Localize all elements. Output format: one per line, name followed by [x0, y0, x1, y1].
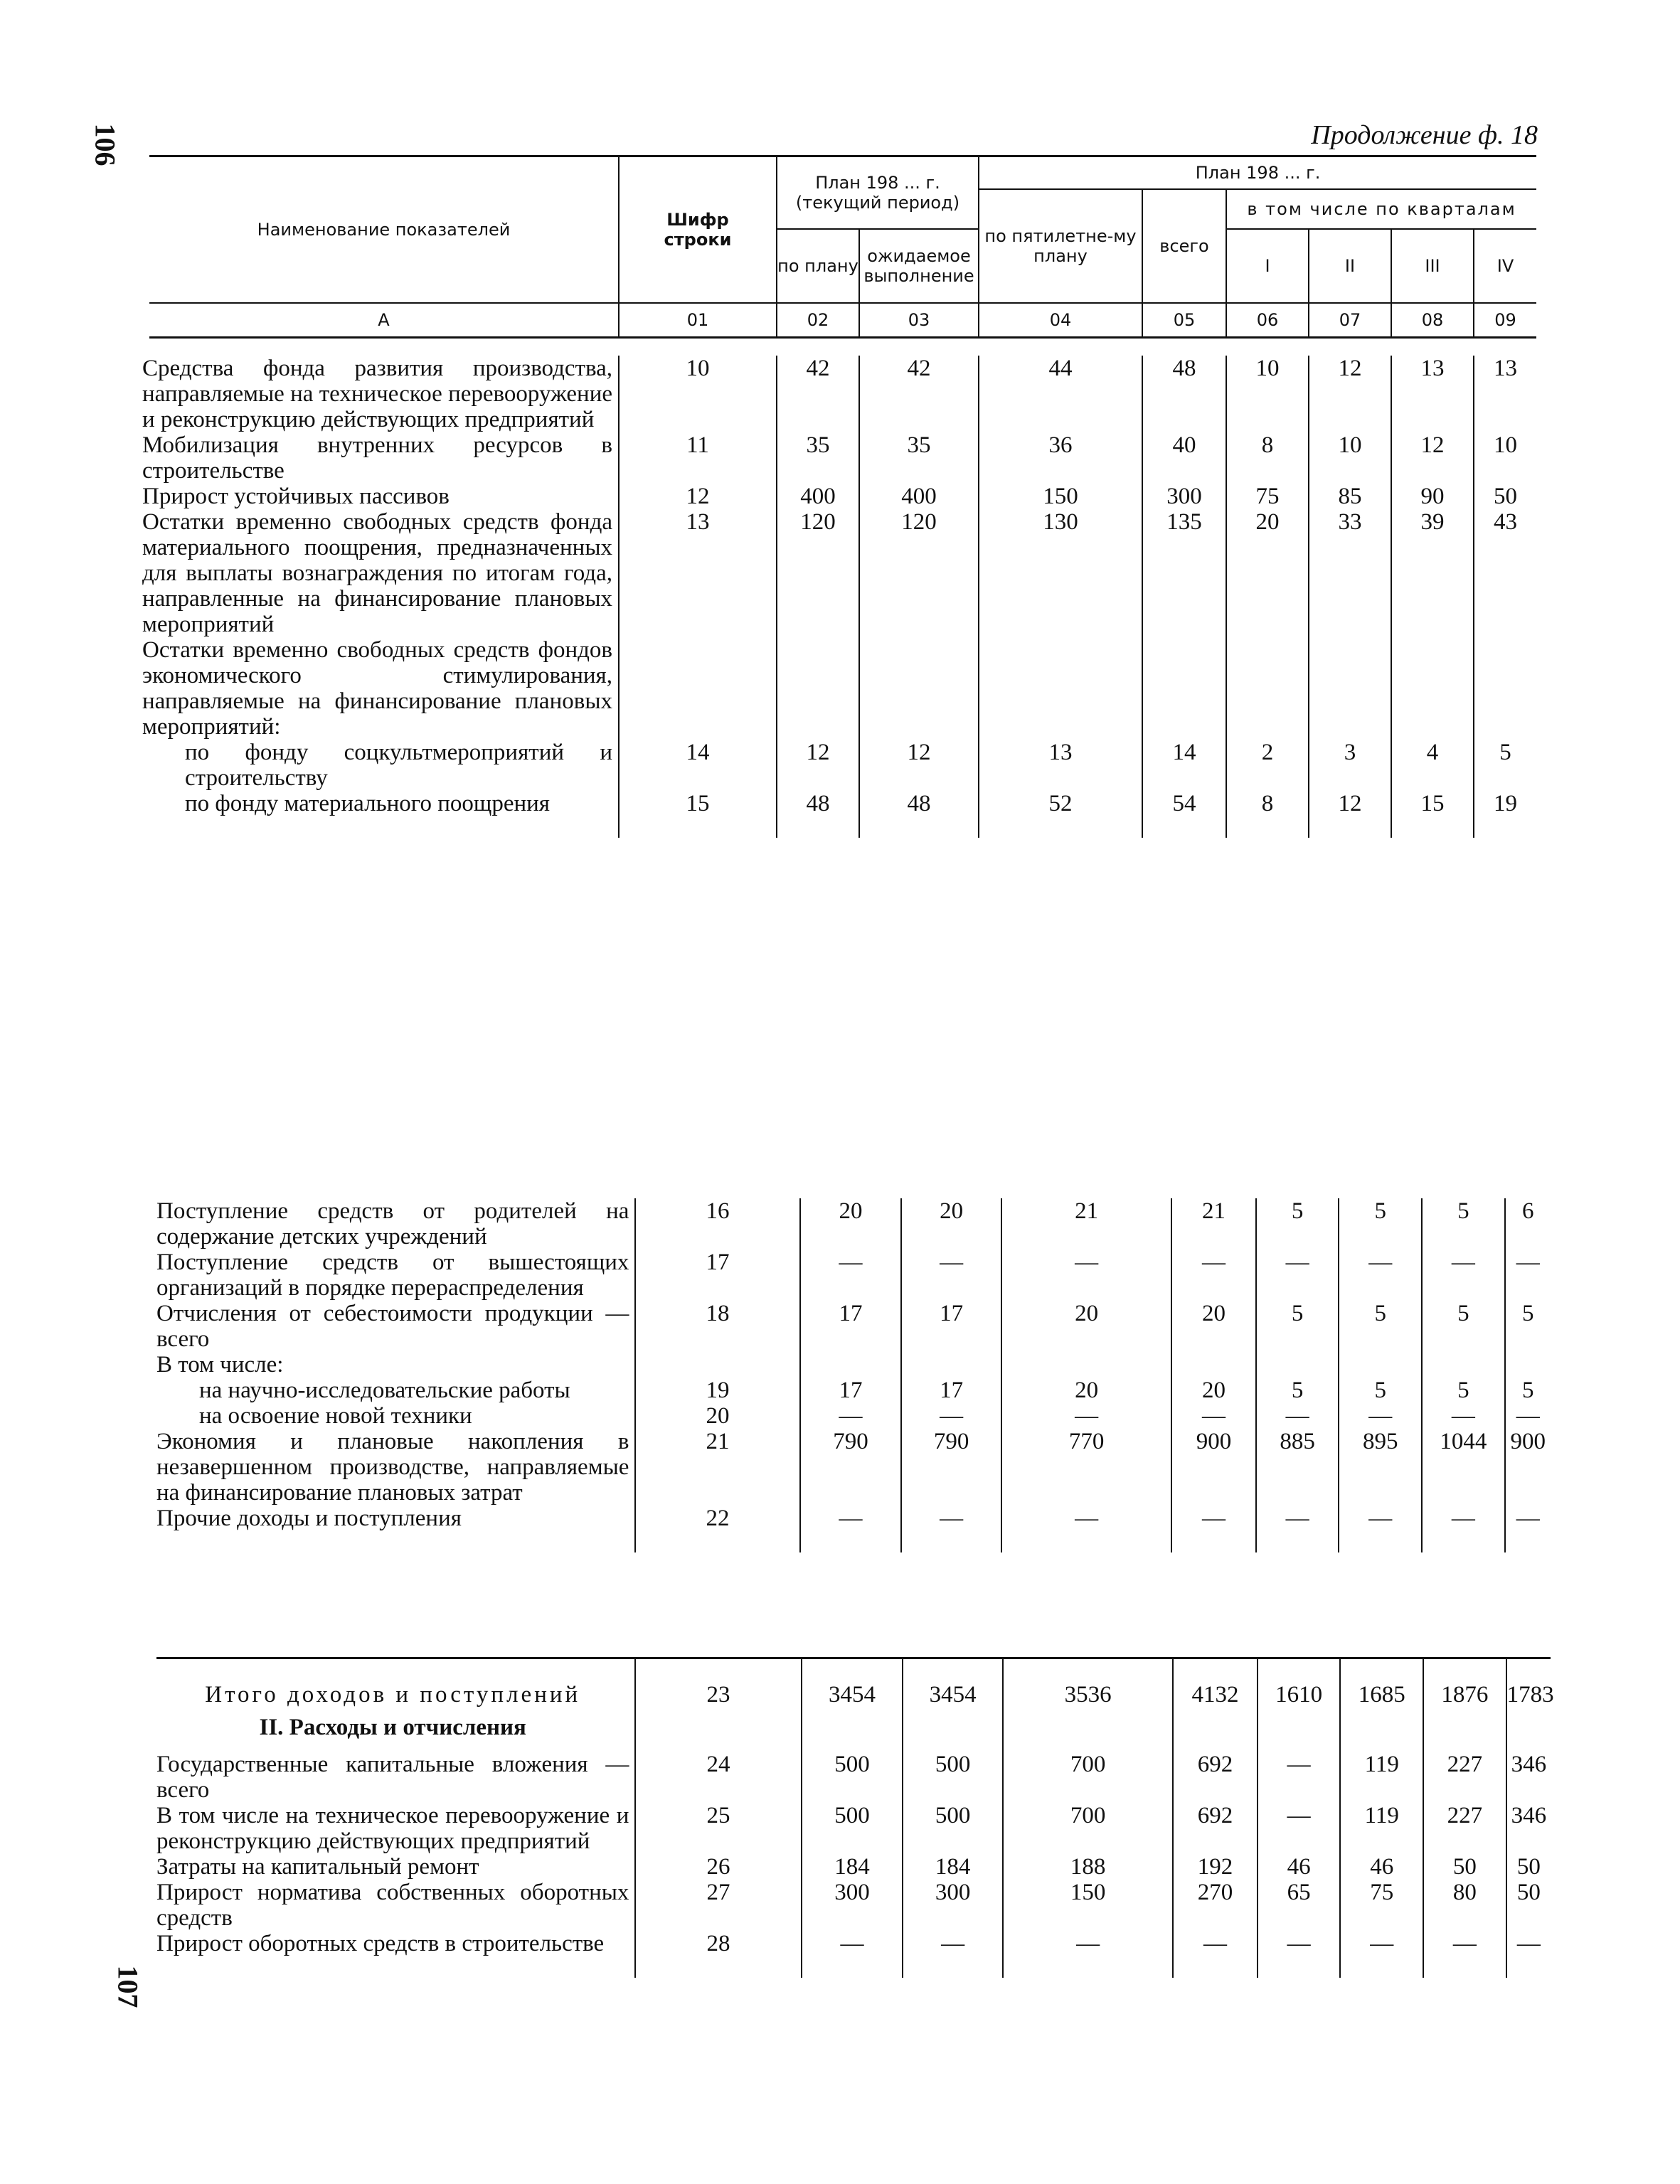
code-08: 08: [1391, 303, 1474, 338]
value-cell: 15: [1391, 791, 1474, 816]
header-name-col: Наименование показателей: [149, 156, 619, 303]
table-row: [156, 1250, 1551, 1301]
value-cell: 12: [777, 740, 859, 791]
value-cell: —: [800, 1403, 902, 1429]
value-cell: —: [1001, 1250, 1171, 1301]
value-cell: 300: [1142, 484, 1226, 509]
row-code: [635, 1352, 799, 1378]
value-cell: —: [1256, 1403, 1339, 1429]
row-code: 12: [619, 484, 777, 509]
value-cell: [1226, 637, 1309, 740]
value-cell: 44: [979, 356, 1142, 432]
row-code: 17: [635, 1250, 799, 1301]
value-cell: 12: [1309, 791, 1391, 816]
row-code: 11: [619, 432, 777, 484]
value-cell: —: [800, 1506, 902, 1531]
table-expenses: [156, 1657, 1554, 1978]
value-cell: —: [1505, 1506, 1551, 1531]
value-cell: 900: [1505, 1429, 1551, 1506]
header-q3: III: [1391, 229, 1474, 303]
row-label: Средства фонда развития производства, направляемые на техническое перевооружение и реконструкцию действующих предприятий: [142, 356, 612, 432]
header-expected: ожидаемое выполнение: [859, 229, 979, 303]
header-table: [149, 155, 1536, 339]
value-cell: 700: [1003, 1752, 1173, 1803]
value-cell: 120: [859, 509, 979, 637]
row-label: Остатки временно свободных средств фондов экономического стимулирования, направляемые на финансирование плановых мероприятий:: [142, 637, 612, 740]
value-cell: 6: [1505, 1198, 1551, 1250]
value-cell: 10: [1226, 356, 1309, 432]
continuation-label: Продолжение ф. 18: [1311, 120, 1538, 150]
value-cell: [1422, 1352, 1505, 1378]
value-cell: 20: [1226, 509, 1309, 637]
value-cell: [901, 1352, 1001, 1378]
value-cell: —: [901, 1250, 1001, 1301]
value-cell: 300: [903, 1880, 1003, 1931]
table-row: [142, 637, 1536, 740]
code-02: 02: [777, 303, 859, 338]
row-code: 18: [635, 1301, 799, 1352]
value-cell: —: [1339, 1403, 1422, 1429]
row-code: 24: [635, 1752, 801, 1803]
row-code: 20: [635, 1403, 799, 1429]
value-cell: 885: [1256, 1429, 1339, 1506]
row-code: 13: [619, 509, 777, 637]
value-cell: 40: [1142, 432, 1226, 484]
value-cell: 80: [1423, 1880, 1506, 1931]
value-cell: 46: [1340, 1854, 1423, 1880]
value-cell: [1474, 637, 1536, 740]
row-label: Прирост норматива собственных оборотных средств: [156, 1880, 629, 1931]
table-row: [156, 1854, 1551, 1880]
section-2-title: II. Расходы и отчисления: [259, 1715, 526, 1740]
total-cell: 1610: [1258, 1658, 1341, 1708]
value-cell: —: [1423, 1931, 1506, 1956]
value-cell: [979, 637, 1142, 740]
code-04: 04: [979, 303, 1142, 338]
row-label: Прочие доходы и поступления: [156, 1506, 462, 1531]
value-cell: 17: [800, 1378, 902, 1403]
row-label: по фонду материального поощрения: [185, 791, 550, 816]
code-05: 05: [1142, 303, 1226, 338]
value-cell: —: [800, 1250, 902, 1301]
value-cell: —: [1256, 1250, 1339, 1301]
value-cell: 790: [901, 1429, 1001, 1506]
value-cell: 700: [1003, 1803, 1173, 1854]
value-cell: 692: [1173, 1803, 1258, 1854]
value-cell: —: [1506, 1931, 1551, 1956]
value-cell: 346: [1506, 1803, 1551, 1854]
value-cell: 500: [802, 1752, 903, 1803]
value-cell: 500: [903, 1803, 1003, 1854]
value-cell: —: [1003, 1931, 1173, 1956]
total-cell: 4132: [1173, 1658, 1258, 1708]
value-cell: 20: [1001, 1301, 1171, 1352]
value-cell: 5: [1422, 1198, 1505, 1250]
row-label: Экономия и плановые накопления в незавершенном производстве, направляемые на финансирование плановых затрат: [156, 1429, 629, 1506]
value-cell: —: [1001, 1506, 1171, 1531]
total-code: 23: [635, 1658, 801, 1708]
value-cell: 12: [859, 740, 979, 791]
row-label: Мобилизация внутренних ресурсов в строительстве: [142, 432, 612, 484]
header-q4: IV: [1474, 229, 1536, 303]
value-cell: 2: [1226, 740, 1309, 791]
row-code: 10: [619, 356, 777, 432]
table-row: [156, 1506, 1551, 1531]
value-cell: 790: [800, 1429, 902, 1506]
value-cell: 5: [1422, 1378, 1505, 1403]
row-label: В том числе на техническое перевооружение и реконструкцию действующих предприятий: [156, 1803, 629, 1854]
table-row: [142, 509, 1536, 637]
value-cell: [1171, 1352, 1256, 1378]
value-cell: 150: [979, 484, 1142, 509]
code-a: А: [149, 303, 619, 338]
row-code: 14: [619, 740, 777, 791]
value-cell: 5: [1339, 1198, 1422, 1250]
value-cell: 39: [1391, 509, 1474, 637]
table-row: [156, 1752, 1551, 1803]
value-cell: 50: [1506, 1880, 1551, 1931]
value-cell: 20: [1001, 1378, 1171, 1403]
header-plan-next: План 198 ... г.: [979, 156, 1536, 189]
table-row: [142, 791, 1536, 816]
header-by-plan: по плану: [777, 229, 859, 303]
value-cell: 48: [777, 791, 859, 816]
value-cell: 46: [1258, 1854, 1341, 1880]
table-row: [156, 1880, 1551, 1931]
table-row: [142, 740, 1536, 791]
value-cell: 3: [1309, 740, 1391, 791]
value-cell: [1256, 1352, 1339, 1378]
value-cell: 188: [1003, 1854, 1173, 1880]
code-03: 03: [859, 303, 979, 338]
value-cell: [859, 637, 979, 740]
value-cell: [777, 637, 859, 740]
value-cell: —: [1505, 1250, 1551, 1301]
value-cell: —: [1258, 1803, 1341, 1854]
value-cell: 12: [1309, 356, 1391, 432]
value-cell: 500: [903, 1752, 1003, 1803]
value-cell: —: [1340, 1931, 1423, 1956]
table-row: [142, 484, 1536, 509]
value-cell: [1339, 1352, 1422, 1378]
header-total: всего: [1142, 189, 1226, 303]
row-code: 25: [635, 1803, 801, 1854]
value-cell: 1044: [1422, 1429, 1505, 1506]
row-label: Прирост устойчивых пассивов: [142, 484, 450, 509]
row-code: 27: [635, 1880, 801, 1931]
value-cell: —: [1339, 1506, 1422, 1531]
code-07: 07: [1309, 303, 1391, 338]
value-cell: 75: [1340, 1880, 1423, 1931]
value-cell: 14: [1142, 740, 1226, 791]
code-06: 06: [1226, 303, 1309, 338]
value-cell: 270: [1173, 1880, 1258, 1931]
header-q2: II: [1309, 229, 1391, 303]
value-cell: 75: [1226, 484, 1309, 509]
value-cell: 20: [800, 1198, 902, 1250]
value-cell: 227: [1423, 1752, 1506, 1803]
row-label: по фонду соцкультмероприятий и строительству: [185, 740, 612, 791]
total-cell: 1876: [1423, 1658, 1506, 1708]
value-cell: 48: [859, 791, 979, 816]
value-cell: 42: [859, 356, 979, 432]
table-row: [156, 1378, 1551, 1403]
value-cell: 42: [777, 356, 859, 432]
value-cell: 13: [1391, 356, 1474, 432]
value-cell: —: [1173, 1931, 1258, 1956]
value-cell: 5: [1339, 1378, 1422, 1403]
value-cell: 10: [1309, 432, 1391, 484]
row-code: 15: [619, 791, 777, 816]
value-cell: —: [903, 1931, 1003, 1956]
value-cell: 35: [777, 432, 859, 484]
value-cell: 10: [1474, 432, 1536, 484]
value-cell: [1391, 637, 1474, 740]
value-cell: 50: [1423, 1854, 1506, 1880]
value-cell: 135: [1142, 509, 1226, 637]
row-label: В том числе:: [156, 1352, 284, 1378]
row-label: Прирост оборотных средств в строительстве: [156, 1931, 605, 1956]
header-quarters-title: в том числе по кварталам: [1226, 189, 1536, 229]
value-cell: 54: [1142, 791, 1226, 816]
value-cell: 184: [903, 1854, 1003, 1880]
table-row: [156, 1429, 1551, 1506]
value-cell: 5: [1256, 1378, 1339, 1403]
value-cell: 19: [1474, 791, 1536, 816]
total-cell: 1783: [1506, 1658, 1551, 1708]
header-plan-current: План 198 ... г. (текущий период): [777, 156, 979, 229]
table-row: [156, 1803, 1551, 1854]
value-cell: 4: [1391, 740, 1474, 791]
value-cell: 900: [1171, 1429, 1256, 1506]
row-code: 16: [635, 1198, 799, 1250]
value-cell: [800, 1352, 902, 1378]
value-cell: 52: [979, 791, 1142, 816]
value-cell: 20: [1171, 1301, 1256, 1352]
value-cell: 300: [802, 1880, 903, 1931]
value-cell: —: [1258, 1752, 1341, 1803]
table-sources-2: [156, 1198, 1551, 1552]
value-cell: 5: [1339, 1301, 1422, 1352]
value-cell: 770: [1001, 1429, 1171, 1506]
value-cell: 48: [1142, 356, 1226, 432]
value-cell: 21: [1171, 1198, 1256, 1250]
row-label: Поступление средств от вышестоящих организаций в порядке перераспределения: [156, 1250, 629, 1301]
value-cell: 184: [802, 1854, 903, 1880]
value-cell: 130: [979, 509, 1142, 637]
value-cell: 50: [1506, 1854, 1551, 1880]
code-01: 01: [619, 303, 777, 338]
row-label: Остатки временно свободных средств фонда материального поощрения, предназначенных для выплаты вознаграждения по итогам года, направленные на финансирование плановых мероприятий: [142, 509, 612, 637]
value-cell: 8: [1226, 432, 1309, 484]
row-code: 28: [635, 1931, 801, 1956]
value-cell: 36: [979, 432, 1142, 484]
total-label: Итого доходов и поступлений: [156, 1658, 635, 1708]
row-code: 21: [635, 1429, 799, 1506]
value-cell: 17: [901, 1378, 1001, 1403]
value-cell: 119: [1340, 1752, 1423, 1803]
value-cell: —: [901, 1506, 1001, 1531]
value-cell: 5: [1505, 1378, 1551, 1403]
table-row: [142, 356, 1536, 432]
total-cell: 1685: [1340, 1658, 1423, 1708]
value-cell: 20: [901, 1198, 1001, 1250]
value-cell: 17: [800, 1301, 902, 1352]
value-cell: [1309, 637, 1391, 740]
row-code: [619, 637, 777, 740]
value-cell: [1505, 1352, 1551, 1378]
total-cell: 3454: [802, 1658, 903, 1708]
value-cell: 5: [1256, 1198, 1339, 1250]
row-label: Поступление средств от родителей на содержание детских учреждений: [156, 1198, 629, 1250]
value-cell: 17: [901, 1301, 1001, 1352]
total-cell: 3454: [903, 1658, 1003, 1708]
value-cell: —: [1171, 1250, 1256, 1301]
value-cell: 65: [1258, 1880, 1341, 1931]
table-row: [156, 1198, 1551, 1250]
value-cell: 90: [1391, 484, 1474, 509]
value-cell: 120: [777, 509, 859, 637]
value-cell: 400: [777, 484, 859, 509]
value-cell: —: [1171, 1403, 1256, 1429]
value-cell: —: [1339, 1250, 1422, 1301]
value-cell: 500: [802, 1803, 903, 1854]
value-cell: 5: [1422, 1301, 1505, 1352]
value-cell: —: [802, 1931, 903, 1956]
value-cell: 119: [1340, 1803, 1423, 1854]
code-09: 09: [1474, 303, 1536, 338]
value-cell: 85: [1309, 484, 1391, 509]
value-cell: 895: [1339, 1429, 1422, 1506]
page-number-top: 106: [89, 123, 122, 166]
table-sources-1: [142, 356, 1536, 838]
row-label: Государственные капитальные вложения — всего: [156, 1752, 629, 1803]
value-cell: 20: [1171, 1378, 1256, 1403]
table-row: [156, 1301, 1551, 1352]
row-code: 19: [635, 1378, 799, 1403]
value-cell: —: [1422, 1250, 1505, 1301]
row-code: 22: [635, 1506, 799, 1531]
value-cell: 13: [1474, 356, 1536, 432]
value-cell: 21: [1001, 1198, 1171, 1250]
value-cell: —: [1422, 1403, 1505, 1429]
row-code: 26: [635, 1854, 801, 1880]
value-cell: —: [1171, 1506, 1256, 1531]
value-cell: 692: [1173, 1752, 1258, 1803]
table-row: [142, 432, 1536, 484]
total-cell: 3536: [1003, 1658, 1173, 1708]
value-cell: [1001, 1352, 1171, 1378]
table-row: [156, 1931, 1551, 1956]
header-five-year: по пятилетне-му плану: [979, 189, 1142, 303]
value-cell: —: [901, 1403, 1001, 1429]
row-label: Отчисления от себестоимости продукции — всего: [156, 1301, 629, 1352]
value-cell: [1142, 637, 1226, 740]
value-cell: —: [1422, 1506, 1505, 1531]
value-cell: 35: [859, 432, 979, 484]
value-cell: 400: [859, 484, 979, 509]
value-cell: —: [1505, 1403, 1551, 1429]
value-cell: 50: [1474, 484, 1536, 509]
row-label: на освоение новой техники: [199, 1403, 472, 1429]
header-code-col: Шифр строки: [619, 156, 777, 303]
value-cell: 13: [979, 740, 1142, 791]
value-cell: —: [1001, 1403, 1171, 1429]
table-row: [156, 1403, 1551, 1429]
value-cell: 8: [1226, 791, 1309, 816]
value-cell: 227: [1423, 1803, 1506, 1854]
value-cell: 33: [1309, 509, 1391, 637]
value-cell: 346: [1506, 1752, 1551, 1803]
value-cell: —: [1258, 1931, 1341, 1956]
header-q1: I: [1226, 229, 1309, 303]
value-cell: 5: [1256, 1301, 1339, 1352]
page-number-bottom: 107: [112, 1965, 144, 2008]
value-cell: —: [1256, 1506, 1339, 1531]
value-cell: 192: [1173, 1854, 1258, 1880]
value-cell: 12: [1391, 432, 1474, 484]
table-row: [156, 1352, 1551, 1378]
value-cell: 5: [1505, 1301, 1551, 1352]
value-cell: 43: [1474, 509, 1536, 637]
value-cell: 150: [1003, 1880, 1173, 1931]
row-label: на научно-исследовательские работы: [199, 1378, 570, 1403]
value-cell: 5: [1474, 740, 1536, 791]
row-label: Затраты на капитальный ремонт: [156, 1854, 479, 1880]
